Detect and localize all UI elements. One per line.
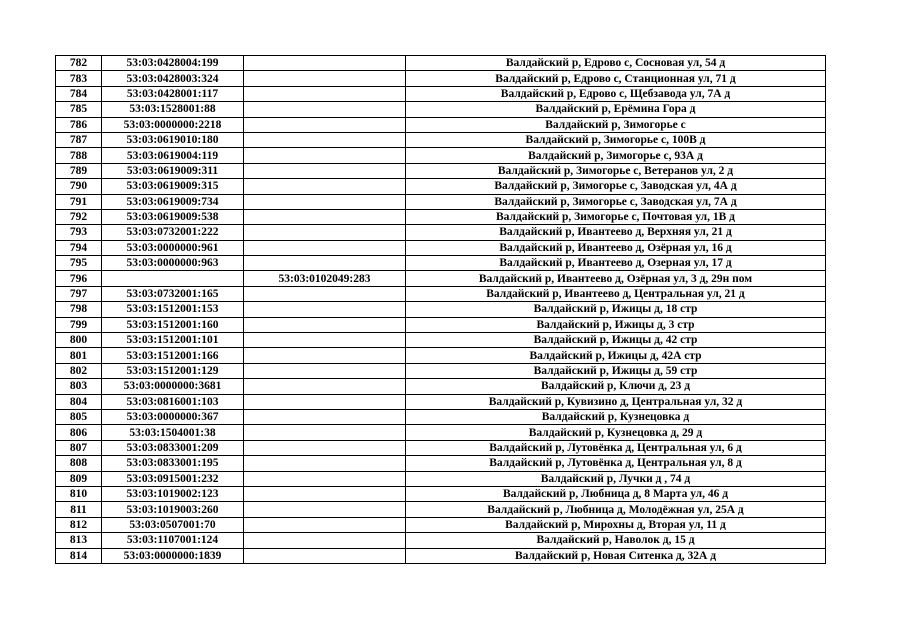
premises-cadastral-number-cell (244, 502, 406, 517)
row-number-cell: 803 (56, 379, 102, 394)
address-cell: Валдайский р, Ивантеево д, Озёрная ул, 16 д (406, 240, 826, 255)
row-number-cell: 813 (56, 533, 102, 548)
premises-cadastral-number-cell (244, 548, 406, 563)
row-number-cell: 789 (56, 163, 102, 178)
address-cell: Валдайский р, Зимогорье с, Заводская ул, 7А д (406, 194, 826, 209)
cadastral-number-cell: 53:03:0619009:538 (102, 209, 244, 224)
address-cell: Валдайский р, Зимогорье с (406, 117, 826, 132)
row-number-cell: 783 (56, 71, 102, 86)
premises-cadastral-number-cell (244, 179, 406, 194)
cadastral-number-cell: 53:03:0428003:324 (102, 71, 244, 86)
premises-cadastral-number-cell (244, 440, 406, 455)
premises-cadastral-number-cell (244, 71, 406, 86)
cadastral-number-cell: 53:03:1512001:160 (102, 317, 244, 332)
premises-cadastral-number-cell (244, 517, 406, 532)
table-row (56, 179, 826, 194)
table-row (56, 102, 826, 117)
address-cell: Валдайский р, Едрово с, Станционная ул, 71 д (406, 71, 826, 86)
cadastral-number-cell: 53:03:1512001:129 (102, 363, 244, 378)
address-cell: Валдайский р, Зимогорье с, Ветеранов ул, 2 д (406, 163, 826, 178)
property-table (55, 55, 826, 564)
table-row (56, 56, 826, 71)
premises-cadastral-number-cell (244, 409, 406, 424)
table-row (56, 86, 826, 101)
cadastral-number-cell: 53:03:0619004:119 (102, 148, 244, 163)
table-row (56, 486, 826, 501)
row-number-cell: 785 (56, 102, 102, 117)
table-row (56, 117, 826, 132)
cadastral-number-cell: 53:03:0833001:195 (102, 456, 244, 471)
row-number-cell: 782 (56, 56, 102, 71)
premises-cadastral-number-cell (244, 379, 406, 394)
table-row (56, 548, 826, 563)
premises-cadastral-number-cell (244, 363, 406, 378)
table-row (56, 456, 826, 471)
row-number-cell: 794 (56, 240, 102, 255)
premises-cadastral-number-cell (244, 86, 406, 101)
premises-cadastral-number-cell (244, 256, 406, 271)
row-number-cell: 793 (56, 225, 102, 240)
table-row (56, 363, 826, 378)
row-number-cell: 814 (56, 548, 102, 563)
row-number-cell: 795 (56, 256, 102, 271)
cadastral-number-cell: 53:03:0428004:199 (102, 56, 244, 71)
row-number-cell: 808 (56, 456, 102, 471)
cadastral-number-cell: 53:03:1107001:124 (102, 533, 244, 548)
cadastral-number-cell: 53:03:0816001:103 (102, 394, 244, 409)
table-row (56, 163, 826, 178)
premises-cadastral-number-cell (244, 56, 406, 71)
row-number-cell: 784 (56, 86, 102, 101)
row-number-cell: 791 (56, 194, 102, 209)
address-cell: Валдайский р, Наволок д, 15 д (406, 533, 826, 548)
row-number-cell: 804 (56, 394, 102, 409)
premises-cadastral-number-cell (244, 209, 406, 224)
table-row (56, 440, 826, 455)
address-cell: Валдайский р, Зимогорье с, 100В д (406, 132, 826, 147)
table-row (56, 409, 826, 424)
premises-cadastral-number-cell (244, 148, 406, 163)
cadastral-number-cell: 53:03:1528001:88 (102, 102, 244, 117)
address-cell: Валдайский р, Ерёмина Гора д (406, 102, 826, 117)
row-number-cell: 811 (56, 502, 102, 517)
table-row (56, 317, 826, 332)
row-number-cell: 787 (56, 132, 102, 147)
address-cell: Валдайский р, Ивантеево д, Верхняя ул, 21 д (406, 225, 826, 240)
address-cell: Валдайский р, Едрово с, Щебзавода ул, 7А д (406, 86, 826, 101)
row-number-cell: 800 (56, 333, 102, 348)
address-cell: Валдайский р, Ивантеево д, Озёрная ул, 3 д, 29н пом (406, 271, 826, 286)
row-number-cell: 798 (56, 302, 102, 317)
cadastral-number-cell: 53:03:0732001:222 (102, 225, 244, 240)
cadastral-number-cell: 53:03:0000000:963 (102, 256, 244, 271)
address-cell: Валдайский р, Лутовёнка д, Центральная ул, 8 д (406, 456, 826, 471)
row-number-cell: 801 (56, 348, 102, 363)
table-row (56, 286, 826, 301)
address-cell: Валдайский р, Ижицы д, 42 стр (406, 333, 826, 348)
table-row (56, 533, 826, 548)
premises-cadastral-number-cell (244, 225, 406, 240)
premises-cadastral-number-cell (244, 348, 406, 363)
cadastral-number-cell: 53:03:0000000:3681 (102, 379, 244, 394)
cadastral-number-cell: 53:03:0732001:165 (102, 286, 244, 301)
premises-cadastral-number-cell (244, 163, 406, 178)
cadastral-number-cell: 53:03:1019002:123 (102, 486, 244, 501)
cadastral-number-cell: 53:03:0619009:311 (102, 163, 244, 178)
address-cell: Валдайский р, Зимогорье с, Заводская ул, 4А д (406, 179, 826, 194)
address-cell: Валдайский р, Любница д, 8 Марта ул, 46 д (406, 486, 826, 501)
cadastral-number-cell: 53:03:0619009:734 (102, 194, 244, 209)
row-number-cell: 805 (56, 409, 102, 424)
address-cell: Валдайский р, Мирохны д, Вторая ул, 11 д (406, 517, 826, 532)
row-number-cell: 807 (56, 440, 102, 455)
address-cell: Валдайский р, Любница д, Молодёжная ул, 25А д (406, 502, 826, 517)
row-number-cell: 802 (56, 363, 102, 378)
premises-cadastral-number-cell (244, 425, 406, 440)
premises-cadastral-number-cell (244, 317, 406, 332)
row-number-cell: 809 (56, 471, 102, 486)
row-number-cell: 812 (56, 517, 102, 532)
row-number-cell: 788 (56, 148, 102, 163)
row-number-cell: 799 (56, 317, 102, 332)
address-cell: Валдайский р, Кувизино д, Центральная ул, 32 д (406, 394, 826, 409)
row-number-cell: 796 (56, 271, 102, 286)
address-cell: Валдайский р, Лутовёнка д, Центральная ул, 6 д (406, 440, 826, 455)
table-row (56, 302, 826, 317)
table-row (56, 271, 826, 286)
row-number-cell: 810 (56, 486, 102, 501)
cadastral-number-cell: 53:03:0000000:1839 (102, 548, 244, 563)
address-cell: Валдайский р, Зимогорье с, 93А д (406, 148, 826, 163)
premises-cadastral-number-cell (244, 286, 406, 301)
address-cell: Валдайский р, Ижицы д, 3 стр (406, 317, 826, 332)
premises-cadastral-number-cell (244, 240, 406, 255)
premises-cadastral-number-cell (244, 471, 406, 486)
table-row (56, 256, 826, 271)
address-cell: Валдайский р, Зимогорье с, Почтовая ул, 1В д (406, 209, 826, 224)
row-number-cell: 786 (56, 117, 102, 132)
row-number-cell: 792 (56, 209, 102, 224)
address-cell: Валдайский р, Новая Ситенка д, 32А д (406, 548, 826, 563)
row-number-cell: 806 (56, 425, 102, 440)
table-row (56, 394, 826, 409)
address-cell: Валдайский р, Лучки д , 74 д (406, 471, 826, 486)
document-page (55, 55, 825, 564)
address-cell: Валдайский р, Едрово с, Сосновая ул, 54 д (406, 56, 826, 71)
cadastral-number-cell: 53:03:0000000:961 (102, 240, 244, 255)
cadastral-number-cell: 53:03:1019003:260 (102, 502, 244, 517)
table-row (56, 348, 826, 363)
row-number-cell: 790 (56, 179, 102, 194)
premises-cadastral-number-cell (244, 132, 406, 147)
cadastral-number-cell: 53:03:1504001:38 (102, 425, 244, 440)
premises-cadastral-number-cell (244, 486, 406, 501)
cadastral-number-cell: 53:03:0507001:70 (102, 517, 244, 532)
address-cell: Валдайский р, Кузнецовка д, 29 д (406, 425, 826, 440)
cadastral-number-cell: 53:03:0619010:180 (102, 132, 244, 147)
premises-cadastral-number-cell (244, 333, 406, 348)
premises-cadastral-number-cell (244, 302, 406, 317)
address-cell: Валдайский р, Ивантеево д, Центральная ул, 21 д (406, 286, 826, 301)
table-row (56, 379, 826, 394)
row-number-cell: 797 (56, 286, 102, 301)
address-cell: Валдайский р, Ижицы д, 59 стр (406, 363, 826, 378)
address-cell: Валдайский р, Ивантеево д, Озерная ул, 17 д (406, 256, 826, 271)
cadastral-number-cell: 53:03:0915001:232 (102, 471, 244, 486)
cadastral-number-cell: 53:03:1512001:153 (102, 302, 244, 317)
table-row (56, 132, 826, 147)
table-row (56, 425, 826, 440)
table-row (56, 148, 826, 163)
table-row (56, 209, 826, 224)
table-row (56, 225, 826, 240)
table-row (56, 71, 826, 86)
premises-cadastral-number-cell (244, 533, 406, 548)
address-cell: Валдайский р, Ижицы д, 42А стр (406, 348, 826, 363)
table-row (56, 502, 826, 517)
cadastral-number-cell: 53:03:0428001:117 (102, 86, 244, 101)
cadastral-number-cell: 53:03:1512001:101 (102, 333, 244, 348)
cadastral-number-cell: 53:03:0833001:209 (102, 440, 244, 455)
cadastral-number-cell: 53:03:0000000:367 (102, 409, 244, 424)
premises-cadastral-number-cell (244, 194, 406, 209)
premises-cadastral-number-cell (244, 394, 406, 409)
premises-cadastral-number-cell (244, 456, 406, 471)
premises-cadastral-number-cell: 53:03:0102049:283 (244, 271, 406, 286)
table-row (56, 240, 826, 255)
cadastral-number-cell: 53:03:0619009:315 (102, 179, 244, 194)
table-row (56, 194, 826, 209)
table-row (56, 333, 826, 348)
table-body (56, 56, 826, 564)
premises-cadastral-number-cell (244, 117, 406, 132)
premises-cadastral-number-cell (244, 102, 406, 117)
address-cell: Валдайский р, Кузнецовка д (406, 409, 826, 424)
address-cell: Валдайский р, Ключи д, 23 д (406, 379, 826, 394)
cadastral-number-cell: 53:03:1512001:166 (102, 348, 244, 363)
table-row (56, 517, 826, 532)
cadastral-number-cell (102, 271, 244, 286)
address-cell: Валдайский р, Ижицы д, 18 стр (406, 302, 826, 317)
cadastral-number-cell: 53:03:0000000:2218 (102, 117, 244, 132)
table-row (56, 471, 826, 486)
